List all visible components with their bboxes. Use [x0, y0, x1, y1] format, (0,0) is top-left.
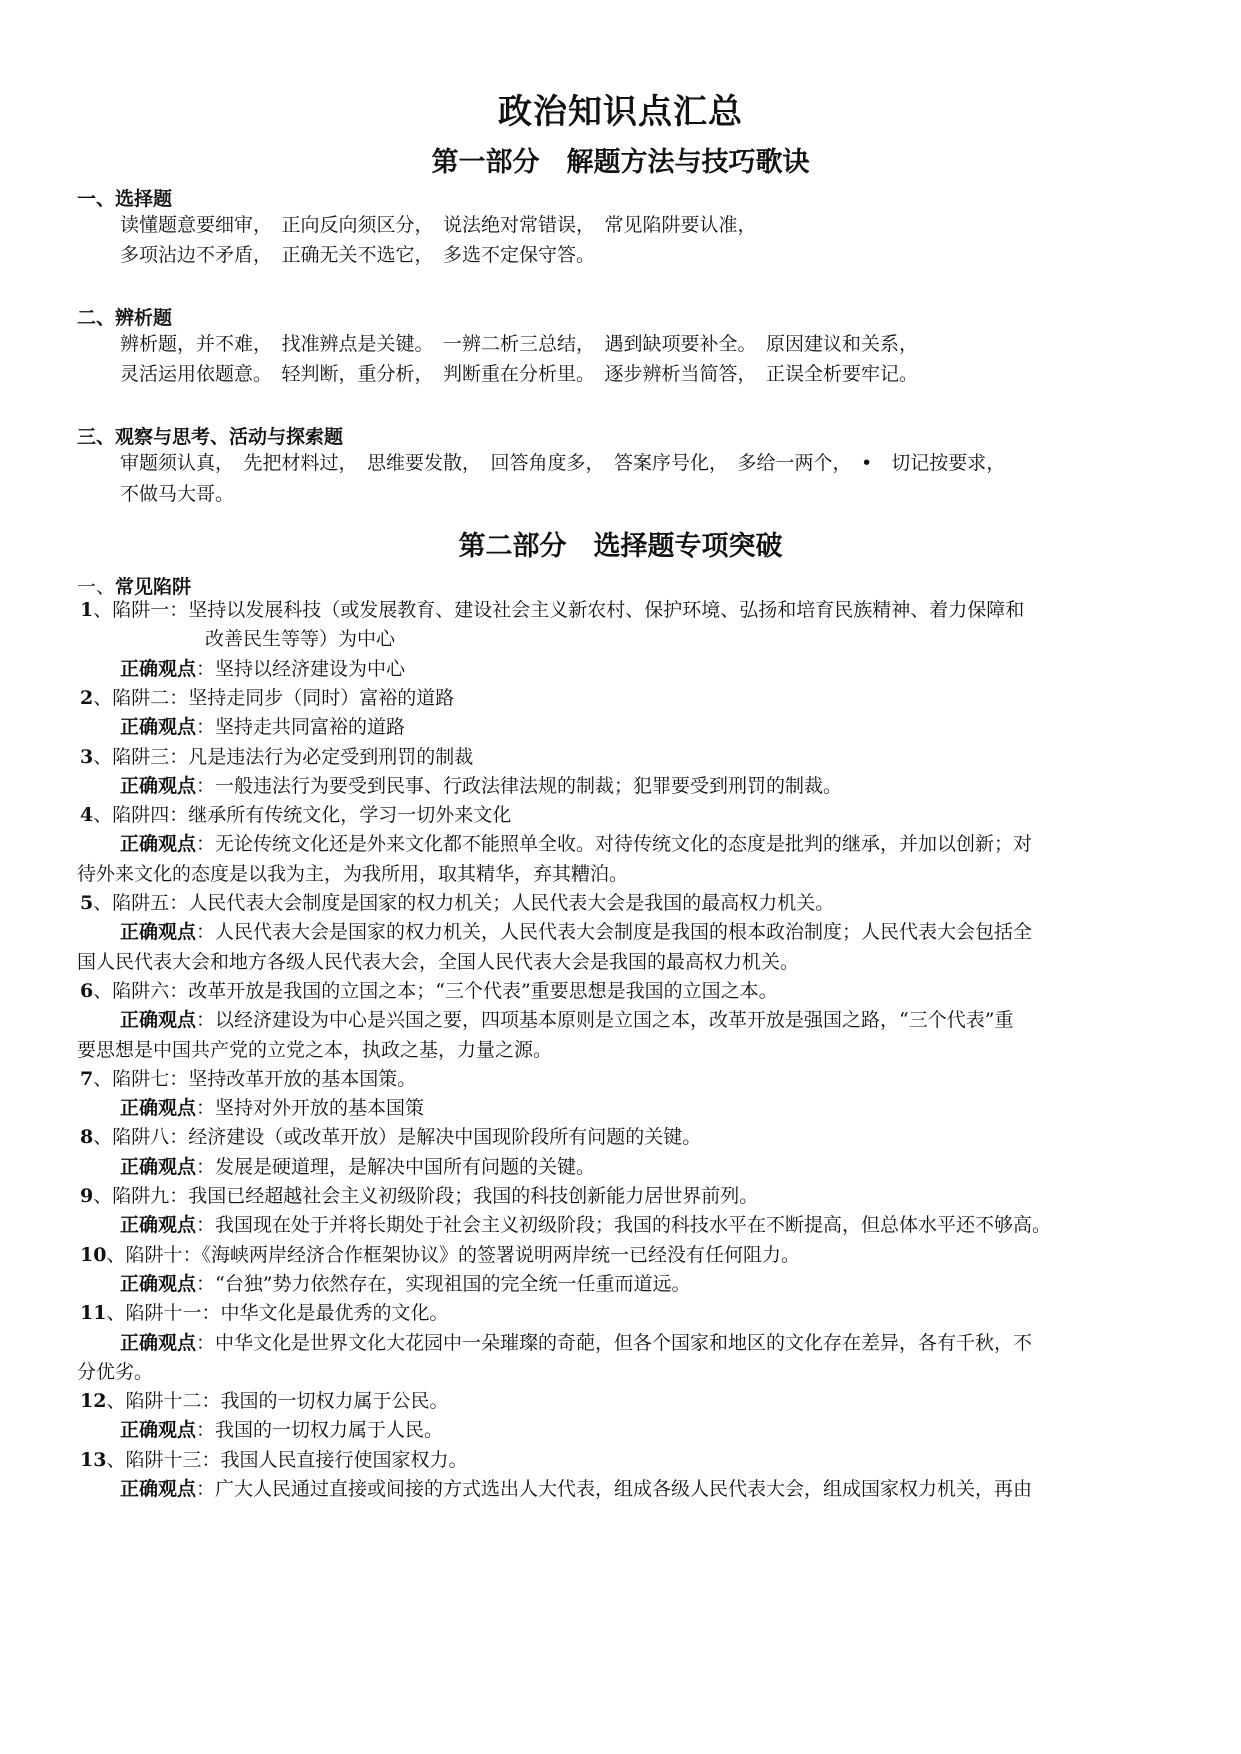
trap-text: 、陷阱十三：我国人民直接行使国家权力。: [106, 1448, 468, 1471]
trap-text: 、陷阱四：继承所有传统文化，学习一切外来文化: [93, 804, 512, 827]
correct-view-text: ：一般违法行为要受到民事、行政法律法规的制裁；犯罪要受到刑罚的制裁。: [196, 774, 843, 797]
correct-view-continued: 要思想是中国共产党的立党之本，执政之基，力量之源。: [77, 1038, 553, 1061]
correct-view-text: ：以经济建设为中心是兴国之要，四项基本原则是立国之本，改革开放是强国之路，“三个代表”重: [196, 1009, 1014, 1032]
trap-number: 13: [80, 1448, 107, 1471]
correct-view-label: 正确观点: [120, 1214, 197, 1237]
trap-item: [80, 1304, 448, 1323]
trap-item: [80, 601, 1024, 620]
correct-view: [120, 1216, 1051, 1235]
trap-item: [80, 1448, 468, 1471]
trap-item: [80, 1187, 758, 1206]
correct-view-label: 正确观点: [120, 1272, 197, 1295]
trap-number: 10: [80, 1243, 107, 1266]
correct-view: [120, 1155, 596, 1178]
trap-text: 、陷阱二：坚持走同步（同时）富裕的道路: [93, 686, 455, 709]
correct-view-text: ：坚持走共同富裕的道路: [196, 716, 406, 739]
correct-view-continued: 分优劣。: [77, 1360, 154, 1383]
correct-view: [120, 835, 1032, 854]
part1-title: 第一部分 解题方法与技巧歌诀: [431, 147, 810, 178]
correct-view: [120, 1331, 1033, 1354]
section-heading-traps: [77, 572, 191, 599]
trap-number: 5: [80, 892, 94, 914]
trap-number: 8: [80, 1126, 94, 1149]
correct-view-label: 正确观点: [120, 1331, 197, 1354]
trap-text: 、陷阱六：改革开放是我国的立国之本；“三个代表”重要思想是我国的立国之本。: [93, 979, 778, 1002]
trap-item: [80, 894, 834, 913]
trap-item: [80, 1067, 417, 1090]
correct-view-text: ：“台独”势力依然存在，实现祖国的完全统一任重而道远。: [196, 1272, 691, 1295]
correct-view: [120, 1421, 443, 1440]
correct-view-text: ：我国现在处于并将长期处于社会主义初级阶段；我国的科技水平在不断提高，但总体水平还不够高。: [196, 1214, 1052, 1237]
trap-text: 、陷阱十二：我国的一切权力属于公民。: [106, 1390, 449, 1413]
trap-number: 11: [80, 1302, 107, 1325]
verse-line: 灵活运用依题意。 轻判断，重分析， 判断重在分析里。 逐步辨析当简答， 正误全析要牢记。: [120, 363, 919, 385]
verse-line: 读懂题意要细审， 正向反向须区分， 说法绝对常错误， 常见陷阱要认准，: [120, 214, 757, 236]
correct-view-label: 正确观点: [120, 921, 197, 944]
correct-view: [120, 1099, 424, 1118]
section-heading-observe: 三、观察与思考、活动与探索题: [77, 426, 344, 448]
correct-view-text: ：坚持对外开放的基本国策: [196, 1097, 425, 1120]
section-heading-analysis: 二、辨析题: [77, 307, 173, 329]
trap-number: 1: [80, 599, 94, 621]
trap-number: 7: [80, 1067, 94, 1090]
verse-line: 辨析题，并不难， 找准辨点是关键。 一辨二析三总结， 遇到缺项要补全。 原因建议和关系，: [120, 333, 919, 355]
correct-view: [120, 1480, 1032, 1499]
trap-number: 9: [80, 1185, 94, 1207]
trap-text-continued: 改善民生等等）为中心: [205, 628, 396, 651]
correct-view: [120, 774, 843, 797]
correct-view-text: ：人民代表大会是国家的权力机关，人民代表大会制度是我国的根本政治制度；人民代表大会包括全: [196, 921, 1033, 944]
document-title: 政治知识点汇总: [498, 92, 743, 132]
trap-text: 、陷阱一：坚持以发展科技（或发展教育、建设社会主义新农村、保护环境、弘扬和培育民族精神、着力保障和: [93, 599, 1025, 621]
trap-text: 、陷阱十：《海峡两岸经济合作框架协议》的签署说明两岸统一已经没有任何阻力。: [106, 1243, 800, 1266]
correct-view-label: 正确观点: [120, 833, 197, 856]
trap-item: [80, 686, 455, 709]
part2-title: 第二部分 选择题专项突破: [458, 531, 783, 562]
trap-text: 、陷阱七：坚持改革开放的基本国策。: [93, 1067, 417, 1090]
verse-line: 不做马大哥。: [120, 483, 235, 505]
trap-item: [80, 1243, 800, 1266]
trap-item: [80, 1128, 701, 1147]
correct-view: [120, 718, 405, 737]
correct-view-continued: 待外来文化的态度是以我为主，为我所用，取其精华，弃其糟泊。: [77, 862, 629, 885]
correct-view-label: 正确观点: [120, 1009, 197, 1032]
correct-view-label: 正确观点: [120, 716, 197, 739]
trap-number: 12: [80, 1390, 107, 1413]
trap-number: 2: [80, 686, 94, 709]
correct-view-text: ：坚持以经济建设为中心: [196, 657, 406, 680]
correct-view: [120, 923, 1032, 942]
trap-text: 、陷阱八：经济建设（或改革开放）是解决中国现阶段所有问题的关键。: [93, 1126, 702, 1149]
correct-view-label: 正确观点: [120, 1155, 197, 1178]
correct-view-label: 正确观点: [120, 1419, 197, 1442]
correct-view-label: 正确观点: [120, 1478, 197, 1500]
trap-item: [80, 745, 474, 768]
correct-view-label: 正确观点: [120, 657, 197, 680]
trap-number: 3: [80, 745, 94, 768]
trap-item: [80, 806, 511, 825]
correct-view-text: ：无论传统文化还是外来文化都不能照单全收。对待传统文化的态度是批判的继承，并加以创新；对: [196, 833, 1033, 856]
trap-text: 、陷阱九：我国已经超越社会主义初级阶段；我国的科技创新能力居世界前列。: [93, 1185, 759, 1207]
correct-view-label: 正确观点: [120, 774, 197, 797]
correct-view-text: ：我国的一切权力属于人民。: [196, 1419, 444, 1442]
correct-view: [120, 657, 406, 680]
correct-view-text: ：发展是硬道理，是解决中国所有问题的关键。: [196, 1155, 596, 1178]
heading-text: 常见陷阱: [115, 576, 192, 598]
heading-prefix: 一、: [77, 576, 116, 598]
correct-view-text: ：广大人民通过直接或间接的方式选出人大代表，组成各级人民代表大会，组成国家权力机关，再由: [196, 1478, 1033, 1500]
correct-view-continued: 国人民代表大会和地方各级人民代表大会，全国人民代表大会是我国的最高权力机关。: [77, 950, 800, 973]
trap-text: 、陷阱五：人民代表大会制度是国家的权力机关；人民代表大会是我国的最高权力机关。: [93, 892, 835, 914]
trap-number: 6: [80, 979, 94, 1002]
section-heading-choice: 一、选择题: [77, 188, 173, 210]
correct-view: [120, 1272, 691, 1295]
trap-text: 、陷阱三：凡是违法行为必定受到刑罚的制裁: [93, 745, 474, 768]
trap-item: [80, 1392, 448, 1411]
verse-line: 审题须认真， 先把材料过， 思维要发散， 回答角度多， 答案序号化， 多给一两个， • 切记按要求，: [120, 452, 1006, 474]
verse-line: 多项沾边不矛盾， 正确无关不选它， 多选不定保守答。: [120, 244, 596, 266]
trap-number: 4: [80, 804, 94, 827]
correct-view-text: ：中华文化是世界文化大花园中一朵璀璨的奇葩，但各个国家和地区的文化存在差异，各有千秋，不: [196, 1331, 1033, 1354]
correct-view: [120, 1011, 1013, 1030]
trap-text: 、陷阱十一：中华文化是最优秀的文化。: [106, 1302, 449, 1325]
correct-view-label: 正确观点: [120, 1097, 197, 1120]
trap-item: [80, 979, 778, 1002]
